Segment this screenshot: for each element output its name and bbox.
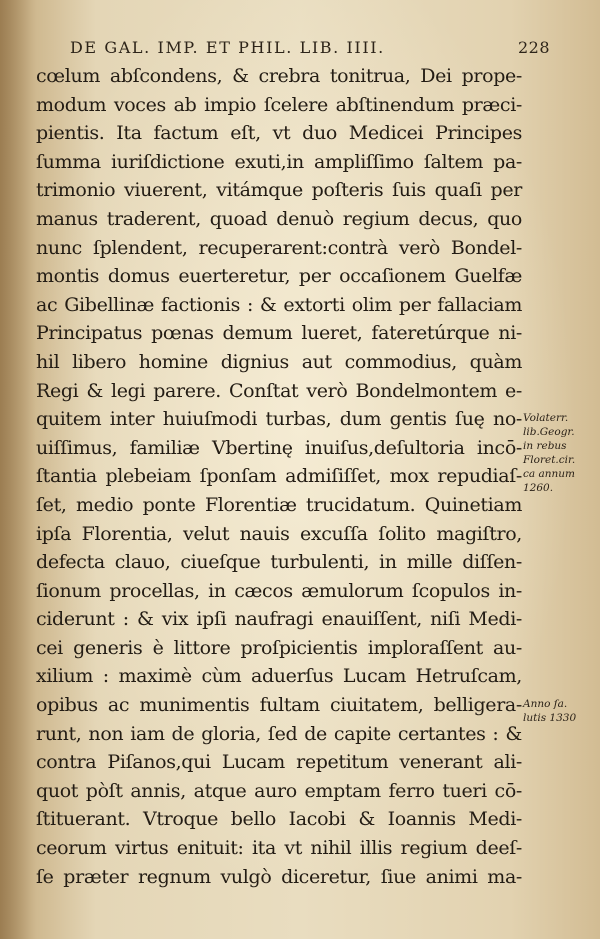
running-head [70,38,550,57]
margin-note-line: ca annum [523,468,575,481]
text-line: uiſſimus, familiæ Vbertinę inuiſus,deſultoria incō- [36,436,522,459]
text-line: ſtituerant. Vtroque bello Iacobi & Ioannis Medi- [36,808,522,831]
text-line: ſumma iuriſdictione exuti,in ampliſſimo ſaltem pa- [36,150,522,173]
text-line: manus traderent, quoad denuò regium decus, quo [36,207,522,230]
text-line: ſionum procellas, in cæcos æmulorum ſcopulos in- [36,579,522,602]
margin-note-line: lib.Geogr. [523,426,575,439]
margin-note-line: Volaterr. [523,412,569,425]
text-line: ipſa Florentia, velut nauis excuſſa ſolito magiſtro, [36,522,522,545]
text-line: ac Gibellinæ factionis : & extorti olim per fallaciam [36,293,522,316]
text-line: ciderunt : & vix ipſi naufragi enauiſſent, niſi Medi- [36,608,522,631]
text-line: hil libero homine dignius aut commodius, quàm [36,350,522,373]
text-line: ſtantia plebeiam ſponſam admiſiſſet, mox repudiaſ- [36,465,522,488]
text-line: runt, non iam de gloria, ſed de capite certantes : & [36,722,522,745]
text-line: ſet, medio ponte Florentiæ trucidatum. Quinetiam [36,493,522,516]
text-line: pientis. Ita factum eſt, vt duo Medicei Principes [36,122,522,145]
running-head-title: DE GAL. IMP. ET PHIL. LIB. IIII. [70,38,385,57]
main-text-block [36,62,522,891]
text-line: montis domus euerteretur, per occaſionem Guelfæ [36,265,522,288]
margin-note-line: in rebus [523,440,567,453]
margin-note-line: Floret.cir. [523,454,576,467]
margin-note-line: lutis 1330 [523,712,577,725]
text-line: cei generis è littore proſpicientis imploraſſent au- [36,636,522,659]
note-volaterr [523,411,597,495]
text-line: Regi & legi parere. Conſtat verò Bondelmontem e- [36,379,522,402]
text-line: Principatus pœnas demum lueret, fateretúrque ni- [36,322,522,345]
text-line: cœlum abſcondens, & crebra tonitrua, Dei prope- [36,65,522,87]
text-line: defecta clauo, ciueſque turbulenti, in mille diſſen- [36,551,522,574]
text-line: trimonio viuerent, vitámque poſteris ſuis quaſi per [36,179,522,202]
gutter-shadow [0,0,36,939]
text-line: ſe præter regnum vulgò diceretur, ſiue animi ma- [36,865,522,888]
text-line: nunc ſplendent, recuperarent:contrà verò Bondel- [36,236,522,259]
text-line: ceorum virtus enituit: ita vt nihil illis regium deeſ- [36,837,522,860]
text-line: quitem inter huiuſmodi turbas, dum gentis ſuę no- [36,408,522,431]
note-anno [523,697,597,725]
text-line: xilium : maximè cùm aduerſus Lucam Hetruſcam, [36,665,522,688]
text-line: opibus ac munimentis fultam ciuitatem, belligera- [36,694,522,717]
text-line: quot pòſt annis, atque auro emptam ferro tueri cō- [36,779,522,802]
folio-number: 228 [517,38,550,57]
margin-note-line: 1260. [523,482,554,495]
text-line: contra Piſanos,qui Lucam repetitum venerant ali- [36,751,522,774]
margin-note-line: Anno ſa. [523,698,568,711]
text-line: modum voces ab impio ſcelere abſtinendum præci- [36,93,522,116]
